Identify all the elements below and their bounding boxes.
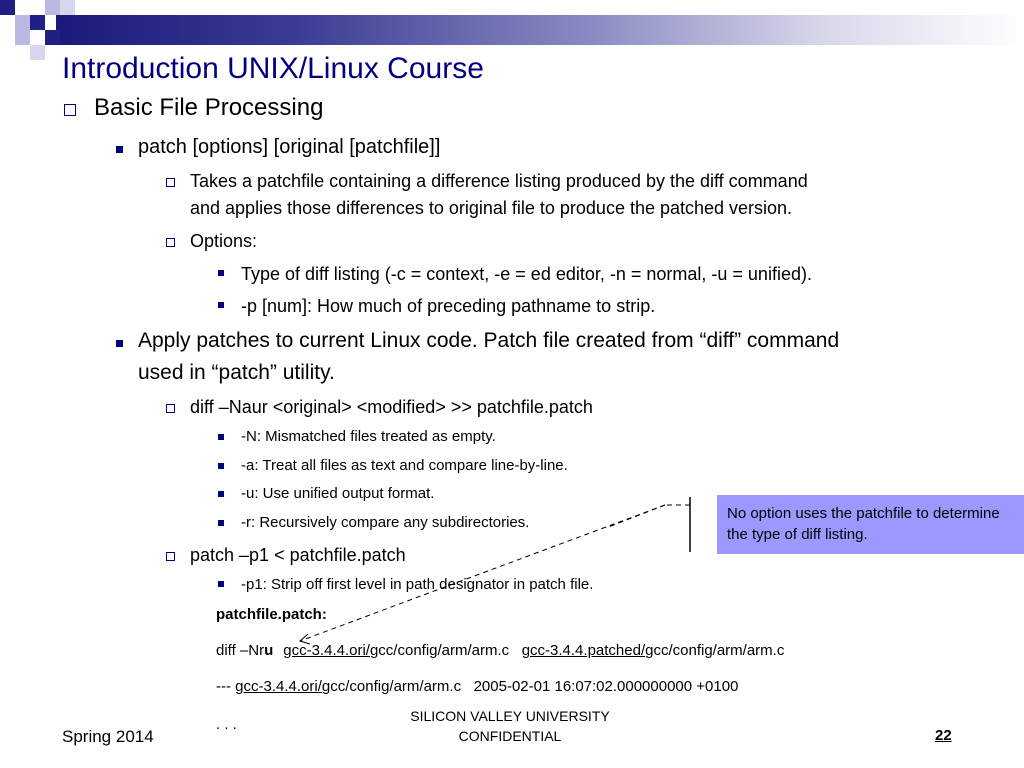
slide-title: Introduction UNIX/Linux Course <box>62 52 484 85</box>
diff-option: -u: Use unified output format. <box>241 485 435 502</box>
orig-dir-link[interactable]: gcc-3.4.4.ori/ <box>235 678 322 695</box>
apply-text-2: used in “patch” utility. <box>138 361 335 384</box>
apply-text-1: Apply patches to current Linux code. Patch file created from “diff” command <box>138 329 840 352</box>
p1-description: -p1: Strip off first level in path designator in patch file. <box>241 576 594 593</box>
orig-path: gcc/config/arm/arm.c <box>369 642 510 659</box>
callout-note: No option uses the patchfile to determine the type of diff listing. <box>717 495 1024 554</box>
diff-option: -N: Mismatched files treated as empty. <box>241 428 496 445</box>
minus-rest: gcc/config/arm/arm.c 2005-02-01 16:07:02.000000000 +0100 <box>321 678 739 695</box>
diff-option: -a: Treat all files as text and compare line-by-line. <box>241 457 568 474</box>
arrow-head <box>300 634 310 644</box>
patch-command: patch [options] [original [patchfile]] <box>138 136 441 158</box>
footer-confidential <box>360 706 660 746</box>
diff-command: diff –Naur <original> <modified> >> patchfile.patch <box>190 397 593 417</box>
orig-dir-link[interactable]: gcc-3.4.4.ori/ <box>283 642 370 659</box>
footer-term: Spring 2014 <box>62 727 154 746</box>
option-type: Type of diff listing (-c = context, -e = ed editor, -n = normal, -u = unified). <box>241 264 812 284</box>
footer-org: SILICON VALLEY UNIVERSITY <box>410 708 610 724</box>
patch-p1-command: patch –p1 < patchfile.patch <box>190 545 406 565</box>
minus-prefix: --- <box>216 678 236 695</box>
dashed-arrow <box>300 505 665 641</box>
patched-dir-link[interactable]: gcc-3.4.4.patched/ <box>521 642 646 659</box>
patched-path: gcc/config/arm/arm.c <box>645 642 785 659</box>
diff-u-flag: u <box>264 642 274 659</box>
options-label: Options: <box>190 231 258 251</box>
option-p: -p [num]: How much of preceding pathname to strip. <box>241 296 656 316</box>
ellipsis: . . . <box>216 716 237 733</box>
diff-prefix: diff –Nr <box>216 642 265 659</box>
footer-label: CONFIDENTIAL <box>458 728 562 744</box>
diff-option: -r: Recursively compare any subdirectories. <box>241 514 530 531</box>
takes-text-2: and applies those differences to original file to produce the patched version. <box>190 198 793 218</box>
section-heading: Basic File Processing <box>94 94 324 121</box>
patchfile-label: patchfile.patch: <box>216 606 327 623</box>
takes-text-1: Takes a patchfile containing a difference listing produced by the diff command <box>190 171 808 191</box>
page-number: 22 <box>935 727 952 744</box>
